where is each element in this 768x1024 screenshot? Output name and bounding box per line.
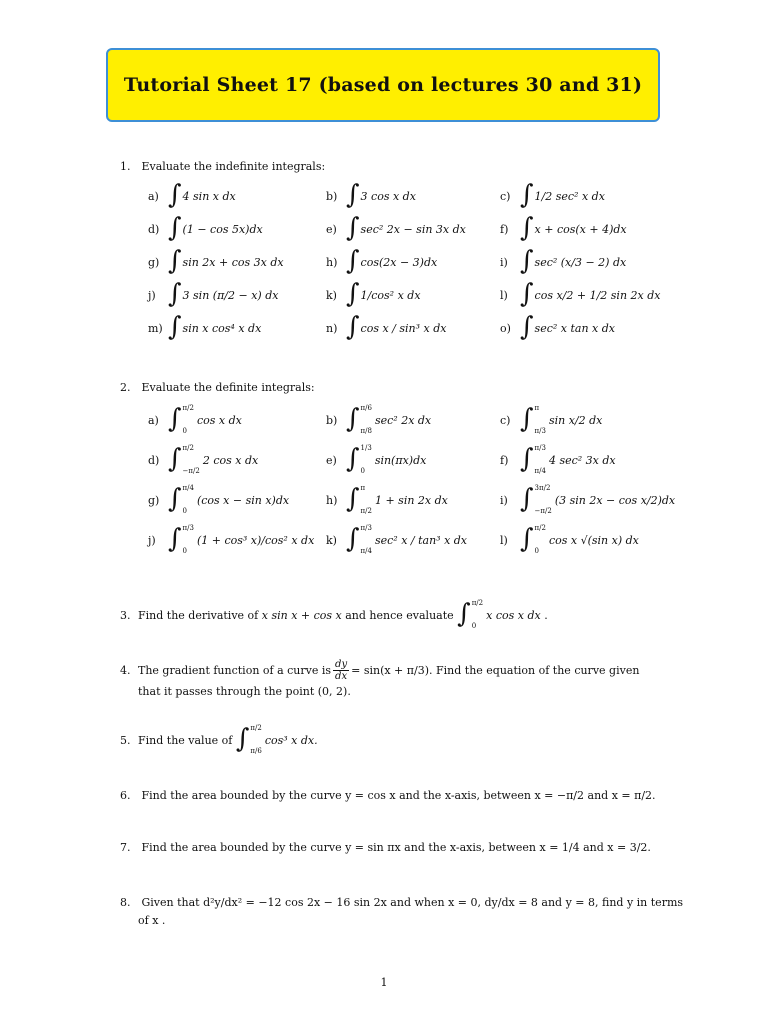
integral-sign: ∫ [168,524,182,554]
question-number: 3. [120,608,131,622]
upper-limit: π/2 [182,404,194,412]
integral-item [148,313,261,343]
period: . [544,608,548,622]
lower-limit: 0 [182,507,188,515]
limits [535,485,552,515]
item-label: i) [500,493,508,507]
integrand: (1 + cos³ x)/cos² x dx [196,533,315,547]
integrand: 1/2 sec² x dx [534,189,605,203]
question-2 [120,378,665,397]
integral-sign: ∫ [520,484,534,514]
question-6 [120,786,665,805]
question-text: and hence evaluate [345,608,454,622]
lower-limit: π/3 [534,427,546,435]
integral-sign: ∫ [168,213,182,243]
item-label: i) [500,255,508,269]
upper-limit: π [534,404,540,412]
upper-limit: π/3 [360,524,372,532]
integral-sign: ∫ [346,312,360,342]
limits [361,405,372,435]
question-text: Evaluate the indefinite integrals: [141,160,326,173]
lower-limit: −π/2 [534,507,552,515]
lower-limit: π/8 [360,427,372,435]
item-label: e) [326,453,337,467]
integral-item [326,313,446,343]
integral-item [326,445,426,475]
integral-item [500,485,675,515]
question-text: Find the area bounded by the curve y = cos x and the x-axis, between x = −π/2 and x = π/2. [141,789,656,802]
item-label: d) [148,453,160,467]
integral-sign: ∫ [520,180,534,210]
page-title: Tutorial Sheet 17 (based on lectures 30 and 31) [123,74,643,96]
lower-limit: π/6 [250,747,262,755]
integral-item [148,214,263,244]
integral-item [326,214,466,244]
lower-limit: 0 [182,547,188,555]
integral-sign: ∫ [520,524,534,554]
limits [183,405,194,435]
integral-sign: ∫ [346,180,360,210]
item-label: n) [326,321,338,335]
integrand: 4 sec² 3x dx [548,453,616,467]
title-box [106,48,660,122]
integral-sign: ∫ [346,213,360,243]
integrand: 2 cos x dx [202,453,259,467]
limits [250,725,261,755]
question-text: Find the derivative of [138,608,259,622]
limits [535,445,546,475]
integral-item [148,525,314,555]
question-number: 6. [120,789,131,802]
integrand: sin 2x + cos 3x dx [182,255,284,269]
integral-item [500,181,605,211]
item-label: j) [148,533,156,547]
item-label: c) [500,413,511,427]
question-number: 4. [120,663,131,677]
integrand: sin x/2 dx [548,413,603,427]
question-8 [120,893,684,912]
upper-limit: π/3 [534,444,546,452]
fraction-numerator: dy [335,658,348,670]
upper-limit: π/2 [534,524,546,532]
question-7 [120,838,665,857]
item-label: a) [148,189,159,203]
integrand: x + cos(x + 4)dx [534,222,627,236]
upper-limit: π/2 [471,599,484,607]
derivative-fraction [333,659,349,682]
question-1 [120,157,665,176]
upper-limit: π/3 [182,524,194,532]
integral-sign: ∫ [520,444,534,474]
integrand: cos³ x dx. [264,733,318,747]
integral-sign: ∫ [235,724,250,754]
integral-item [326,405,431,435]
item-label: l) [500,288,508,302]
integrand: cos x/2 + 1/2 sin 2x dx [534,288,661,302]
question-number: 7. [120,841,131,854]
upper-limit: π [360,484,366,492]
question-text: Find the area bounded by the curve y = sin πx and the x-axis, between x = 1/4 and x = 3/2. [141,841,651,854]
item-label: b) [326,413,338,427]
integrand: sec² 2x dx [374,413,432,427]
item-label: o) [500,321,511,335]
integral-sign: ∫ [520,246,534,276]
question-4 [120,656,665,684]
lower-limit: π/4 [360,547,372,555]
lower-limit: π/2 [360,507,372,515]
integrand: cos x √(sin x) dx [548,533,639,547]
integral-sign: ∫ [346,444,360,474]
integrand: cos(2x − 3)dx [360,255,438,269]
integral-item [326,280,421,310]
question-text: Given that d²y/dx² = −12 cos 2x − 16 sin 2x and when x = 0, dy/dx = 8 and y = 8, find y in terms [141,896,684,909]
integral-item [500,405,602,435]
question-text: = sin(x + π/3). Find the equation of the curve given [351,663,640,677]
upper-limit: π/4 [182,484,194,492]
question-8-line-2: of x . [138,914,166,927]
upper-limit: π/2 [250,724,262,732]
integral-item [500,525,639,555]
integral-item [148,445,258,475]
expression: x sin x + cos x [261,608,342,622]
question-5 [120,724,665,756]
item-label: f) [500,222,509,236]
integral-item [148,280,278,310]
integrand: sec² (x/3 − 2) dx [534,255,627,269]
integral-sign: ∫ [168,312,182,342]
question-number: 1. [120,160,131,173]
integral-item [326,247,437,277]
item-label: e) [326,222,337,236]
question-number: 2. [120,381,131,394]
question-number: 5. [120,733,131,747]
integral-sign: ∫ [168,246,182,276]
integrand: 4 sin x dx [182,189,236,203]
lower-limit: −π/2 [182,467,200,475]
integral-sign: ∫ [168,484,182,514]
integral-item [148,405,242,435]
integrand: (cos x − sin x)dx [196,493,290,507]
item-label: f) [500,453,509,467]
item-label: a) [148,413,159,427]
question-number: 8. [120,896,131,909]
item-label: m) [148,321,163,335]
integral-item [326,485,448,515]
lower-limit: 0 [182,427,188,435]
integral-sign: ∫ [346,404,360,434]
item-label: d) [148,222,160,236]
integral-sign: ∫ [346,484,360,514]
item-label: l) [500,533,508,547]
integral-item [148,485,289,515]
limits [361,485,372,515]
integral-sign: ∫ [520,312,534,342]
integrand: sin x cos⁴ x dx [182,321,262,335]
integral-item [500,313,615,343]
upper-limit: 3π/2 [534,484,551,492]
integral-item [148,181,236,211]
integrand: sec² x tan x dx [534,321,615,335]
limits [472,600,483,630]
integral-sign: ∫ [168,444,182,474]
limits [535,405,546,435]
integral-sign: ∫ [346,524,360,554]
question-3 [120,598,665,632]
integral-sign: ∫ [520,213,534,243]
upper-limit: 1/3 [360,444,372,452]
integral-sign: ∫ [168,180,182,210]
integral-sign: ∫ [168,404,182,434]
integrand: 3 cos x dx [360,189,416,203]
item-label: k) [326,533,337,547]
integral-sign: ∫ [168,279,182,309]
integral-sign: ∫ [346,246,360,276]
integral-item [326,181,416,211]
integral-sign: ∫ [520,404,534,434]
page-number: 1 [380,976,388,989]
lower-limit: 0 [534,547,540,555]
integral-item [500,445,616,475]
question-text: The gradient function of a curve is [138,663,332,677]
integrand: (3 sin 2x − cos x/2)dx [554,493,676,507]
integrand: 1 + sin 2x dx [374,493,448,507]
integrand: (1 − cos 5x)dx [182,222,263,236]
item-label: j) [148,288,156,302]
integral-sign: ∫ [520,279,534,309]
integral-item [326,525,467,555]
limits [183,485,194,515]
integral-sign: ∫ [457,599,471,629]
limits [361,445,372,475]
integrand: cos x / sin³ x dx [360,321,447,335]
integrand: sec² x / tan³ x dx [374,533,468,547]
item-label: h) [326,493,338,507]
integrand: sec² 2x − sin 3x dx [360,222,466,236]
integral-item [500,214,627,244]
limits [183,445,200,475]
fraction-denominator: dx [335,670,348,682]
item-label: g) [148,493,160,507]
limits [183,525,194,555]
item-label: g) [148,255,160,269]
item-label: b) [326,189,338,203]
integrand: 3 sin (π/2 − x) dx [182,288,279,302]
item-label: k) [326,288,337,302]
question-4-line-2: that it passes through the point (0, 2). [138,685,351,698]
question-text: Find the value of [138,733,233,747]
limits [361,525,372,555]
integral-sign: ∫ [346,279,360,309]
lower-limit: 0 [471,622,477,630]
limits [535,525,546,555]
integral-item [500,247,626,277]
integrand: x cos x dx [486,608,541,622]
lower-limit: π/4 [534,467,546,475]
item-label: h) [326,255,338,269]
upper-limit: π/6 [360,404,372,412]
integrand: cos x dx [196,413,242,427]
item-label: c) [500,189,511,203]
integrand: sin(πx)dx [374,453,427,467]
lower-limit: 0 [360,467,366,475]
integral-item [148,247,284,277]
question-text: Evaluate the definite integrals: [141,381,315,394]
integral-item [500,280,660,310]
integrand: 1/cos² x dx [360,288,421,302]
upper-limit: π/2 [182,444,194,452]
